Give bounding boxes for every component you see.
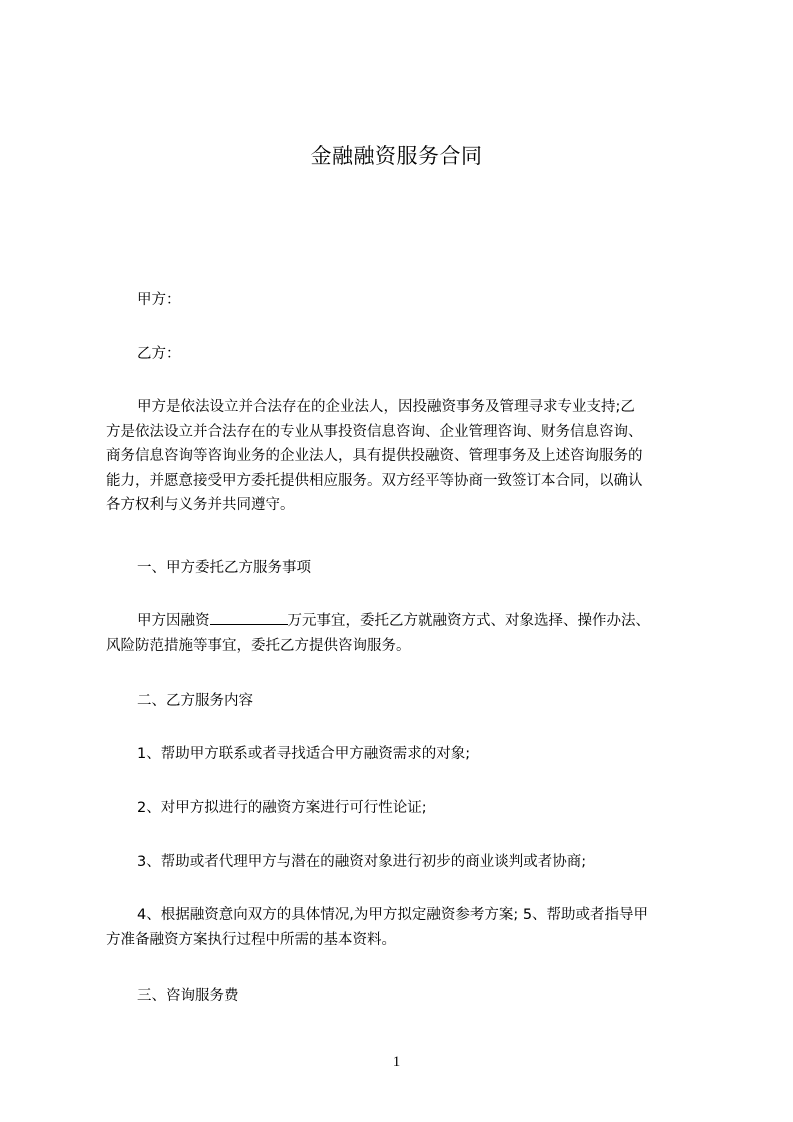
section-2-heading: 二、乙方服务内容 <box>137 693 253 709</box>
section-1-line-1 <box>106 609 696 634</box>
document-title: 金融融资服务合同 <box>310 144 483 168</box>
party-b-label: 乙方： <box>137 346 181 362</box>
section-2-item-4-paragraph <box>106 903 696 952</box>
intro-paragraph <box>106 395 696 518</box>
intro-line-3: 商务信息咨询等咨询业务的企业法人，具有提供投融资、管理事务及上述咨询服务的 <box>106 448 643 464</box>
section-2-item-1: 1、帮助甲方联系或者寻找适合甲方融资需求的对象; <box>137 746 471 762</box>
section-2-item-4-line-1: 4、根据融资意向双方的具体情况,为甲方拟定融资参考方案; 5、帮助或者指导甲 <box>137 907 649 923</box>
party-a-label: 甲方： <box>137 292 181 308</box>
section-2-item-3: 3、帮助或者代理甲方与潜在的融资对象进行初步的商业谈判或者协商; <box>137 854 587 870</box>
intro-line-5: 各方权利与义务并共同遵守。 <box>106 497 295 513</box>
intro-line-2: 方是依法设立并合法存在的专业从事投资信息咨询、企业管理咨询、财务信息咨询、 <box>106 423 643 440</box>
intro-line-1: 甲方是依法设立并合法存在的企业法人，因投融资事务及管理寻求专业支持;乙 <box>137 399 635 415</box>
section-1-line-2: 风险防范措施等事宜，委托乙方提供咨询服务。 <box>106 637 411 654</box>
intro-line-4: 能力，并愿意接受甲方委托提供相应服务。双方经平等协商一致签订本合同，以确认 <box>106 472 643 489</box>
section-2-item-4-line-2: 方准备融资方案执行过程中所需的基本资料。 <box>106 931 396 948</box>
section-2-item-2: 2、对甲方拟进行的融资方案进行可行性论证; <box>137 800 427 816</box>
page-number: 1 <box>392 1054 401 1070</box>
section-1-line-1-pre: 甲方因融资 <box>137 613 210 629</box>
section-3-heading: 三、咨询服务费 <box>137 988 239 1004</box>
section-1-heading: 一、甲方委托乙方服务事项 <box>137 560 311 576</box>
section-1-paragraph <box>106 609 696 658</box>
section-1-line-1-post: 万元事宜，委托乙方就融资方式、对象选择、操作办法、 <box>287 613 650 629</box>
amount-blank <box>210 610 288 625</box>
